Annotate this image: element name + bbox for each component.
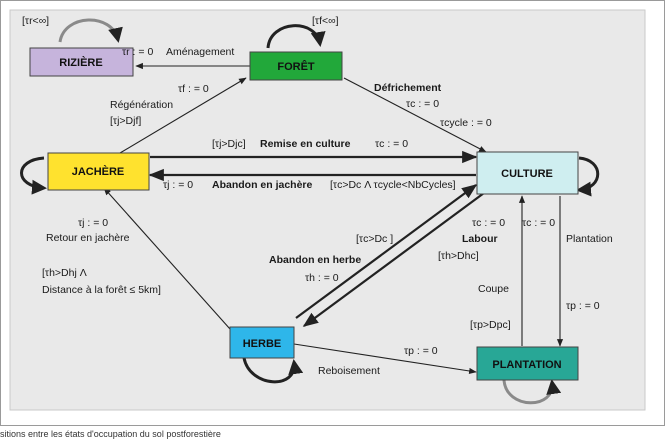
label-abandon: Abandon en jachère — [212, 179, 313, 191]
state-jachere — [48, 153, 149, 190]
label-reboisement-tau: τp : = 0 — [404, 345, 438, 357]
label-abandon-herbe: Abandon en herbe — [269, 254, 362, 266]
label-regen-cond: [τj>Djf] — [110, 115, 142, 127]
state-foret — [250, 52, 342, 80]
state-jachere-label: JACHÈRE — [71, 166, 125, 178]
state-herbe — [230, 327, 294, 358]
label-regen-tau: τf : = 0 — [178, 83, 209, 95]
label-labour: Labour — [462, 233, 498, 245]
label-amenagement-tau: τr : = 0 — [122, 46, 154, 58]
state-culture-label: CULTURE — [501, 168, 553, 180]
state-plantation-label: PLANTATION — [492, 359, 562, 371]
label-abandon-cond: [τc>Dc Λ τcycle<NbCycles] — [330, 179, 456, 191]
label-herbe-cond: [τc>Dc ] — [356, 233, 394, 245]
label-retour-tau: τj : = 0 — [78, 217, 109, 229]
state-foret-label: FORÊT — [277, 61, 315, 73]
label-defrichement: Défrichement — [374, 82, 442, 94]
label-remise-tau: τc : = 0 — [375, 138, 409, 150]
state-culture — [477, 152, 578, 194]
label-foret-self: [τf<∞] — [312, 15, 339, 27]
label-amenagement: Aménagement — [166, 46, 235, 58]
label-defrich-tau-c: τc : = 0 — [406, 98, 440, 110]
label-labour-tau: τc : = 0 — [472, 217, 506, 229]
label-coupe-cond: [τp>Dpc] — [470, 319, 511, 331]
label-abandon-tau: τj : = 0 — [163, 179, 194, 191]
label-herbe-tau: τh : = 0 — [305, 272, 339, 284]
label-plantation-tau: τp : = 0 — [566, 300, 600, 312]
state-riziere-label: RIZIÈRE — [59, 57, 103, 69]
label-regeneration: Régénération — [110, 99, 174, 111]
figure-caption: sitions entre les états d'occupation du sol postforestière — [0, 429, 221, 439]
state-riziere — [30, 48, 133, 76]
label-retour-cond2: Distance à la forêt ≤ 5km] — [42, 284, 161, 296]
label-remise: Remise en culture — [260, 138, 351, 150]
label-labour-cond: [τh>Dhc] — [438, 250, 479, 262]
label-coupe: Coupe — [478, 283, 509, 295]
state-plantation — [477, 347, 578, 380]
label-remise-cond: [τj>Djc] — [212, 138, 246, 150]
label-coupe-tau: τc : = 0 — [522, 217, 556, 229]
label-riziere-self: [τr<∞] — [22, 15, 50, 27]
label-reboisement: Reboisement — [318, 365, 380, 377]
state-herbe-label: HERBE — [242, 338, 282, 350]
label-defrich-tau-cycle: τcycle : = 0 — [440, 117, 492, 129]
label-retour-cond1: [τh>Dhj Λ — [42, 267, 87, 279]
label-retour: Retour en jachère — [46, 232, 130, 244]
label-plantation: Plantation — [566, 233, 613, 245]
